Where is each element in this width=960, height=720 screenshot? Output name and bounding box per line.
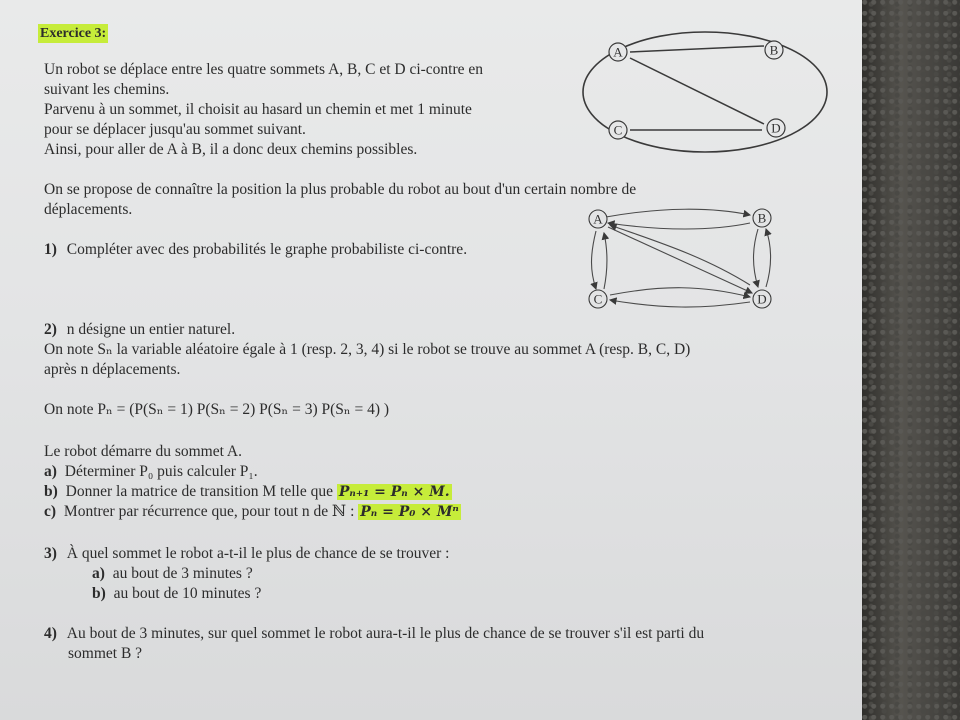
- question-2c-label: c): [44, 503, 57, 520]
- question-2a: [44, 462, 258, 481]
- intro-line-4: pour se déplacer jusqu'au sommet suivant.: [44, 121, 306, 138]
- background-surface: [862, 0, 960, 720]
- question-2c-text: Montrer par récurrence que, pour tout n de ℕ :: [63, 503, 355, 520]
- goal-line-2: déplacements.: [44, 201, 133, 218]
- question-1: [44, 240, 467, 259]
- intro-line-5: Ainsi, pour aller de A à B, il a donc deux chemins possibles.: [44, 141, 418, 158]
- question-4-line-2: sommet B ?: [68, 645, 143, 662]
- vertex-d-label: D: [771, 120, 781, 136]
- question-3a-label: a): [92, 565, 105, 582]
- question-3-number: 3): [44, 545, 57, 562]
- arc-b-to-d: [754, 229, 759, 287]
- pvertex-b-label: B: [757, 210, 767, 226]
- question-4-line-1: Au bout de 3 minutes, sur quel sommet le robot aura-t-il le plus de chance de se trouver s'il est parti du: [66, 625, 705, 642]
- arc-c-to-a: [604, 233, 607, 289]
- question-3b: [92, 584, 261, 603]
- question-2b: [44, 482, 452, 502]
- question-3: [44, 544, 449, 563]
- question-2b-text: Donner la matrice de transition M telle que: [65, 483, 333, 500]
- question-3-text: À quel sommet le robot a-t-il le plus de chance de se trouver :: [66, 545, 450, 562]
- question-4-number: 4): [44, 625, 57, 642]
- question-2-number: 2): [44, 321, 57, 338]
- intro-line-3: Parvenu à un sommet, il choisit au hasard un chemin et met 1 minute: [44, 101, 472, 118]
- edge-a-d: [630, 58, 764, 124]
- arc-a-to-c: [592, 231, 597, 289]
- vertex-c-label: C: [613, 122, 623, 138]
- exercise-title: Exercice 3:: [40, 26, 107, 41]
- probabilistic-graph: [582, 205, 782, 315]
- question-2a-label: a): [44, 463, 57, 480]
- arc-d-to-a: [610, 225, 750, 285]
- question-2-line-3: après n déplacements.: [44, 361, 181, 378]
- question-1-number: 1): [44, 241, 57, 258]
- pvertex-a-label: A: [593, 211, 603, 227]
- question-4: [44, 624, 704, 643]
- pvertex-c-label: C: [593, 291, 603, 307]
- question-2a-text: Déterminer P₀ puis calculer P₁.: [64, 463, 258, 480]
- question-2c-formula: Pₙ = P₀ × Mⁿ: [360, 504, 459, 520]
- goal-line-1: On se propose de connaître la position la plus probable du robot au bout d'un certain nombre de: [44, 181, 637, 198]
- undirected-graph: [580, 28, 830, 158]
- intro-line-1: Un robot se déplace entre les quatre sommets A, B, C et D ci-contre en: [44, 61, 484, 78]
- question-2b-formula: Pₙ₊₁ = Pₙ × M.: [338, 484, 450, 500]
- arc-b-to-a: [608, 223, 750, 229]
- arc-d-to-c: [610, 300, 750, 307]
- question-2-line-2: On note Sₙ la variable aléatoire égale à 1 (resp. 2, 3, 4) si le robot se trouve au sommet A (resp. B, C, D): [44, 341, 691, 358]
- question-2c: [44, 502, 461, 522]
- arc-d-to-b: [766, 229, 771, 287]
- arc-a-to-b: [606, 209, 750, 217]
- question-3a: [92, 564, 253, 583]
- intro-line-2: suivant les chemins.: [44, 81, 170, 98]
- question-2-intro: [44, 320, 235, 339]
- question-1-text: Compléter avec des probabilités le graphe probabiliste ci-contre.: [66, 241, 468, 258]
- vertex-a-label: A: [613, 44, 623, 60]
- arc-c-to-d: [610, 288, 750, 297]
- question-3b-text: au bout de 10 minutes ?: [113, 585, 262, 602]
- vertex-b-label: B: [769, 42, 779, 58]
- pvertex-d-label: D: [757, 291, 767, 307]
- question-2b-label: b): [44, 483, 58, 500]
- probability-vector-definition: On note Pₙ = (P(Sₙ = 1) P(Sₙ = 2) P(Sₙ = 3) P(Sₙ = 4) ): [44, 401, 390, 418]
- question-3a-text: au bout de 3 minutes ?: [112, 565, 253, 582]
- start-statement: Le robot démarre du sommet A.: [44, 443, 243, 460]
- question-3b-label: b): [92, 585, 106, 602]
- arc-a-to-d: [608, 227, 752, 293]
- edge-a-b: [630, 46, 764, 52]
- question-2-line-1: n désigne un entier naturel.: [66, 321, 236, 338]
